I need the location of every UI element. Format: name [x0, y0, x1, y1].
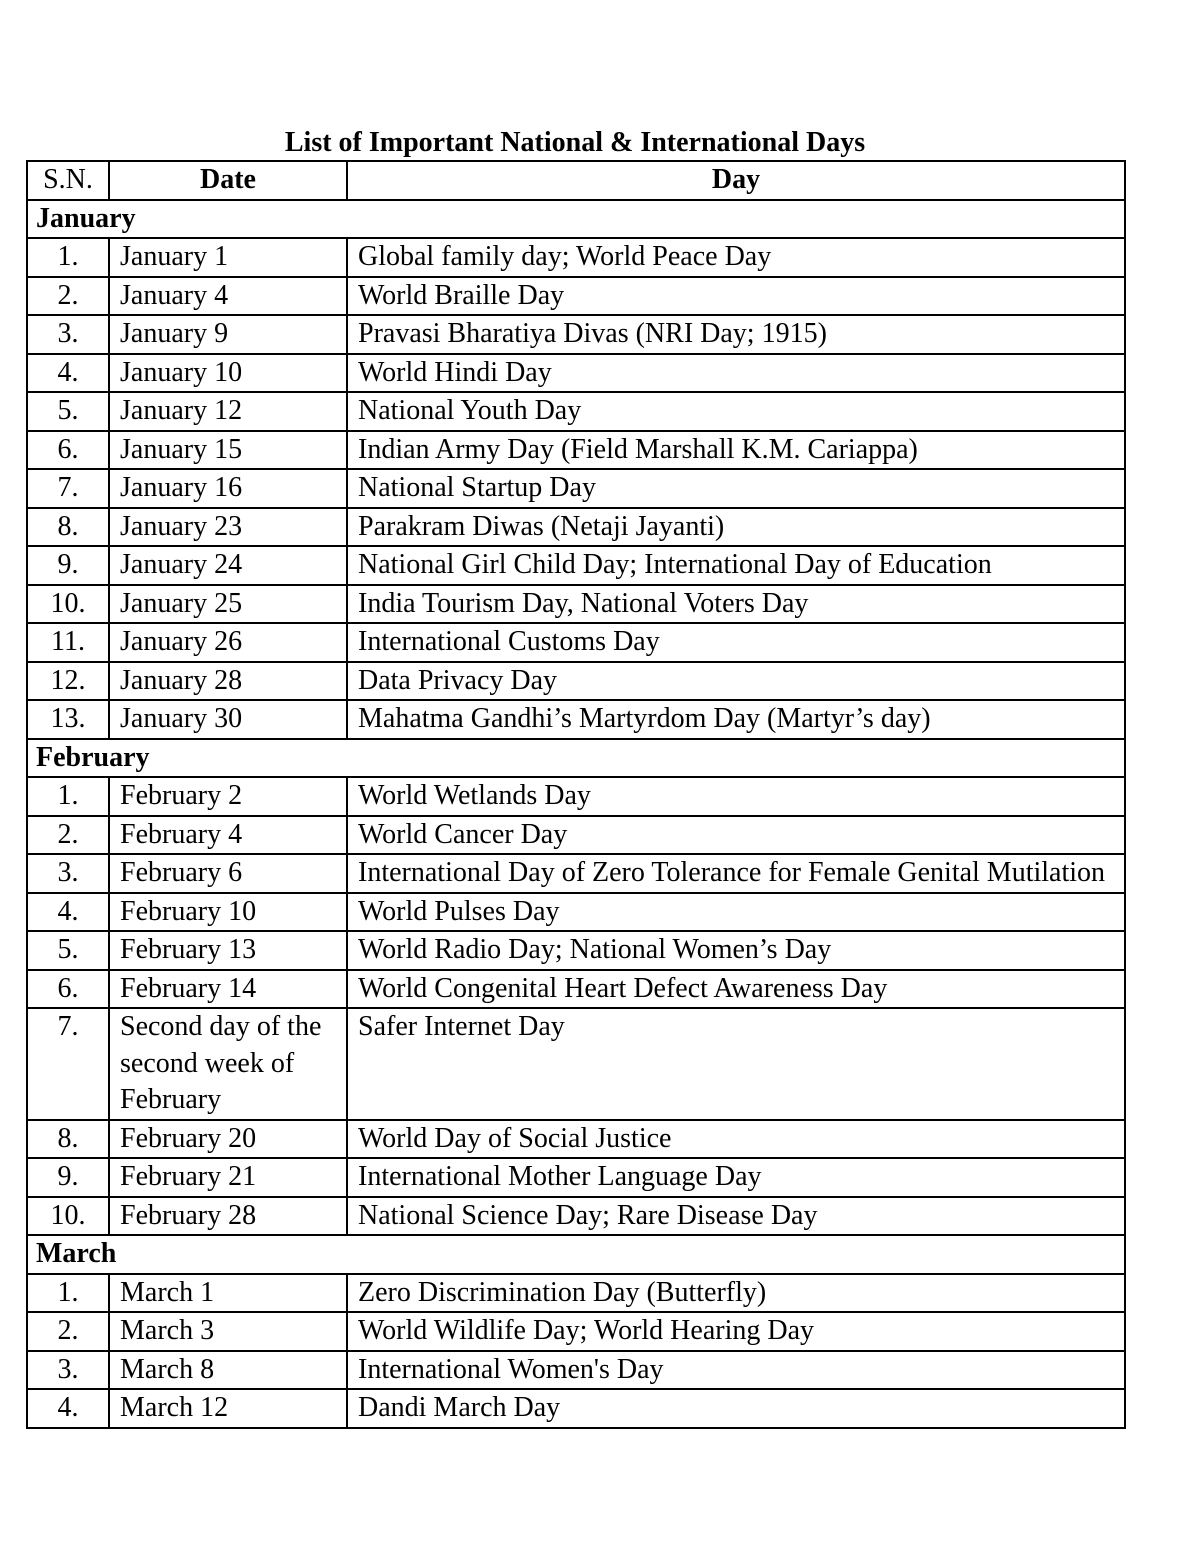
- serial-number-cell: 1.: [27, 238, 109, 277]
- date-cell: January 10: [109, 354, 347, 393]
- day-name-cell: Dandi March Day: [347, 1389, 1125, 1428]
- table-row: [27, 662, 1125, 701]
- header-sn: S.N.: [27, 161, 109, 200]
- date-cell: March 3: [109, 1312, 347, 1351]
- month-heading: February: [27, 739, 1125, 778]
- day-name-cell: India Tourism Day, National Voters Day: [347, 585, 1125, 624]
- day-name-cell: International Customs Day: [347, 623, 1125, 662]
- date-cell: January 25: [109, 585, 347, 624]
- day-name-cell: Safer Internet Day: [347, 1008, 1125, 1120]
- date-cell: February 20: [109, 1120, 347, 1159]
- table-row: [27, 1120, 1125, 1159]
- day-name-cell: Parakram Diwas (Netaji Jayanti): [347, 508, 1125, 547]
- date-cell: January 23: [109, 508, 347, 547]
- month-heading: March: [27, 1235, 1125, 1274]
- day-name-cell: World Day of Social Justice: [347, 1120, 1125, 1159]
- table-row: [27, 238, 1125, 277]
- day-name-cell: National Startup Day: [347, 469, 1125, 508]
- serial-number-cell: 6.: [27, 431, 109, 470]
- serial-number-cell: 3.: [27, 1351, 109, 1390]
- serial-number-cell: 11.: [27, 623, 109, 662]
- day-name-cell: International Women's Day: [347, 1351, 1125, 1390]
- day-name-cell: National Youth Day: [347, 392, 1125, 431]
- header-date: Date: [109, 161, 347, 200]
- serial-number-cell: 9.: [27, 546, 109, 585]
- day-name-cell: Pravasi Bharatiya Divas (NRI Day; 1915): [347, 315, 1125, 354]
- table-row: [27, 469, 1125, 508]
- table-row: [27, 777, 1125, 816]
- table-row: [27, 1197, 1125, 1236]
- table-row: [27, 1008, 1125, 1120]
- date-cell: Second day of the second week of February: [109, 1008, 347, 1120]
- serial-number-cell: 10.: [27, 1197, 109, 1236]
- day-name-cell: International Mother Language Day: [347, 1158, 1125, 1197]
- table-row: [27, 854, 1125, 893]
- page-title: List of Important National & International Days: [284, 127, 866, 158]
- month-section-row: [27, 1235, 1125, 1274]
- date-cell: February 6: [109, 854, 347, 893]
- serial-number-cell: 1.: [27, 1274, 109, 1313]
- serial-number-cell: 3.: [27, 854, 109, 893]
- serial-number-cell: 6.: [27, 970, 109, 1009]
- day-name-cell: World Radio Day; National Women’s Day: [347, 931, 1125, 970]
- date-cell: January 16: [109, 469, 347, 508]
- serial-number-cell: 2.: [27, 1312, 109, 1351]
- table-row: [27, 1351, 1125, 1390]
- day-name-cell: Data Privacy Day: [347, 662, 1125, 701]
- serial-number-cell: 5.: [27, 931, 109, 970]
- date-cell: February 2: [109, 777, 347, 816]
- table-row: [27, 546, 1125, 585]
- day-name-cell: World Congenital Heart Defect Awareness Day: [347, 970, 1125, 1009]
- date-cell: January 26: [109, 623, 347, 662]
- day-name-cell: National Girl Child Day; International Day of Education: [347, 546, 1125, 585]
- day-name-cell: Mahatma Gandhi’s Martyrdom Day (Martyr’s day): [347, 700, 1125, 739]
- serial-number-cell: 4.: [27, 893, 109, 932]
- day-name-cell: World Cancer Day: [347, 816, 1125, 855]
- serial-number-cell: 8.: [27, 1120, 109, 1159]
- date-cell: January 9: [109, 315, 347, 354]
- table-row: [27, 623, 1125, 662]
- table-header-row: [27, 161, 1125, 200]
- table-row: [27, 585, 1125, 624]
- serial-number-cell: 8.: [27, 508, 109, 547]
- day-name-cell: International Day of Zero Tolerance for Female Genital Mutilation: [347, 854, 1125, 893]
- table-row: [27, 700, 1125, 739]
- table-row: [27, 315, 1125, 354]
- serial-number-cell: 1.: [27, 777, 109, 816]
- serial-number-cell: 7.: [27, 1008, 109, 1120]
- date-cell: March 12: [109, 1389, 347, 1428]
- serial-number-cell: 2.: [27, 816, 109, 855]
- table-row: [27, 277, 1125, 316]
- serial-number-cell: 7.: [27, 469, 109, 508]
- date-cell: January 12: [109, 392, 347, 431]
- date-cell: January 28: [109, 662, 347, 701]
- serial-number-cell: 3.: [27, 315, 109, 354]
- day-name-cell: National Science Day; Rare Disease Day: [347, 1197, 1125, 1236]
- table-row: [27, 893, 1125, 932]
- header-day: Day: [347, 161, 1125, 200]
- date-cell: February 13: [109, 931, 347, 970]
- table-row: [27, 816, 1125, 855]
- table-row: [27, 931, 1125, 970]
- serial-number-cell: 9.: [27, 1158, 109, 1197]
- day-name-cell: Global family day; World Peace Day: [347, 238, 1125, 277]
- date-cell: February 21: [109, 1158, 347, 1197]
- important-days-table: [26, 160, 1126, 1429]
- day-name-cell: Zero Discrimination Day (Butterfly): [347, 1274, 1125, 1313]
- date-cell: March 8: [109, 1351, 347, 1390]
- table-row: [27, 1274, 1125, 1313]
- date-cell: January 24: [109, 546, 347, 585]
- table-row: [27, 354, 1125, 393]
- table-row: [27, 431, 1125, 470]
- table-row: [27, 970, 1125, 1009]
- date-cell: January 4: [109, 277, 347, 316]
- date-cell: February 28: [109, 1197, 347, 1236]
- month-section-row: [27, 200, 1125, 239]
- date-cell: January 30: [109, 700, 347, 739]
- table-row: [27, 1312, 1125, 1351]
- day-name-cell: World Braille Day: [347, 277, 1125, 316]
- day-name-cell: World Hindi Day: [347, 354, 1125, 393]
- day-name-cell: Indian Army Day (Field Marshall K.M. Cariappa): [347, 431, 1125, 470]
- table-row: [27, 1158, 1125, 1197]
- month-section-row: [27, 739, 1125, 778]
- serial-number-cell: 5.: [27, 392, 109, 431]
- month-heading: January: [27, 200, 1125, 239]
- day-name-cell: World Pulses Day: [347, 893, 1125, 932]
- table-row: [27, 392, 1125, 431]
- day-name-cell: World Wildlife Day; World Hearing Day: [347, 1312, 1125, 1351]
- table-row: [27, 1389, 1125, 1428]
- date-cell: January 1: [109, 238, 347, 277]
- serial-number-cell: 13.: [27, 700, 109, 739]
- date-cell: January 15: [109, 431, 347, 470]
- date-cell: March 1: [109, 1274, 347, 1313]
- serial-number-cell: 4.: [27, 354, 109, 393]
- table-body: [27, 200, 1125, 1428]
- serial-number-cell: 12.: [27, 662, 109, 701]
- serial-number-cell: 4.: [27, 1389, 109, 1428]
- day-name-cell: World Wetlands Day: [347, 777, 1125, 816]
- date-cell: February 14: [109, 970, 347, 1009]
- date-cell: February 10: [109, 893, 347, 932]
- serial-number-cell: 2.: [27, 277, 109, 316]
- table-row: [27, 508, 1125, 547]
- date-cell: February 4: [109, 816, 347, 855]
- serial-number-cell: 10.: [27, 585, 109, 624]
